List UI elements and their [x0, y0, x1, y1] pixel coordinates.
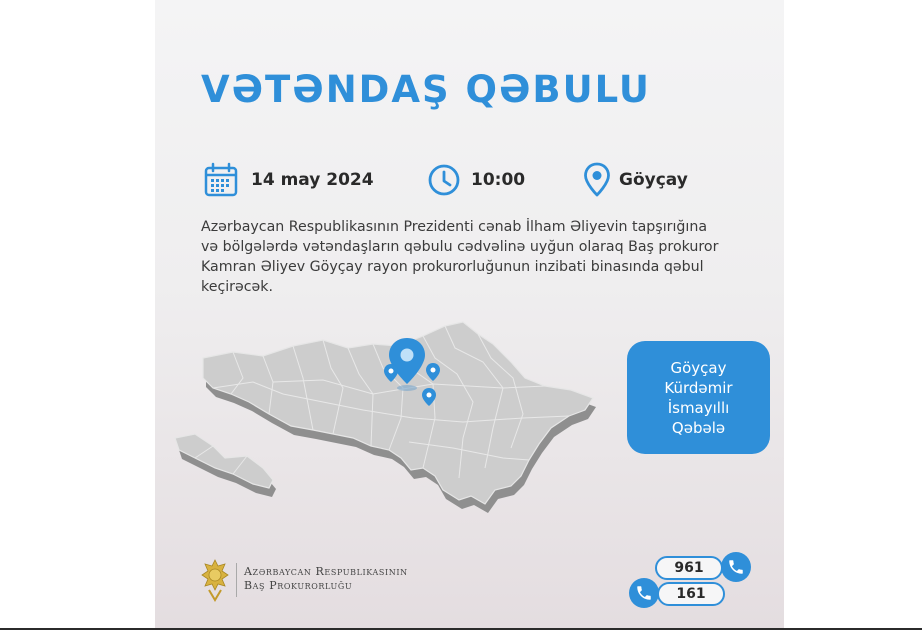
hotline-number: 161 — [676, 586, 706, 602]
hotline-number: 961 — [674, 560, 704, 576]
phone-icon — [629, 578, 659, 608]
date-text: 14 may 2024 — [251, 170, 374, 190]
description: Azərbaycan Respublikasının Prezidenti cənab İlham Əliyevin tapşırığına və bölgələrdə vətəndaşların qəbulu cədvəlinə uyğun olaraq Baş prokuror Kamran Əliyev Göyçay rayon prokurorluğunun inzibati binasında qəbul keçirəcək. — [201, 219, 719, 295]
region-item: İsmayıllı — [667, 398, 730, 417]
organization-name — [244, 565, 408, 593]
time-text: 10:00 — [471, 170, 526, 190]
region-item: Qəbələ — [671, 418, 726, 437]
organization-line: Azərbaycan Respublikasının — [244, 565, 408, 578]
calendar-icon — [203, 162, 239, 198]
regions-box — [627, 341, 770, 454]
azerbaijan-map — [173, 318, 603, 522]
region-item: Göyçay — [670, 358, 727, 377]
date-info — [203, 160, 374, 200]
hotline-pill — [657, 582, 725, 606]
hotline-pill — [655, 556, 723, 580]
location-text: Göyçay — [619, 170, 688, 190]
location-pin-icon — [583, 162, 611, 198]
clock-icon — [427, 163, 461, 197]
org-divider — [236, 563, 237, 597]
phone-icon — [721, 552, 751, 582]
organization-line: Baş Prokurorluğu — [244, 579, 353, 592]
time-info — [427, 160, 525, 200]
location-info — [583, 160, 688, 200]
page-title: VƏTƏNDAŞ QƏBULU — [201, 68, 651, 111]
poster — [155, 0, 784, 628]
region-item: Kürdəmir — [664, 378, 733, 397]
emblem-icon — [201, 558, 229, 606]
